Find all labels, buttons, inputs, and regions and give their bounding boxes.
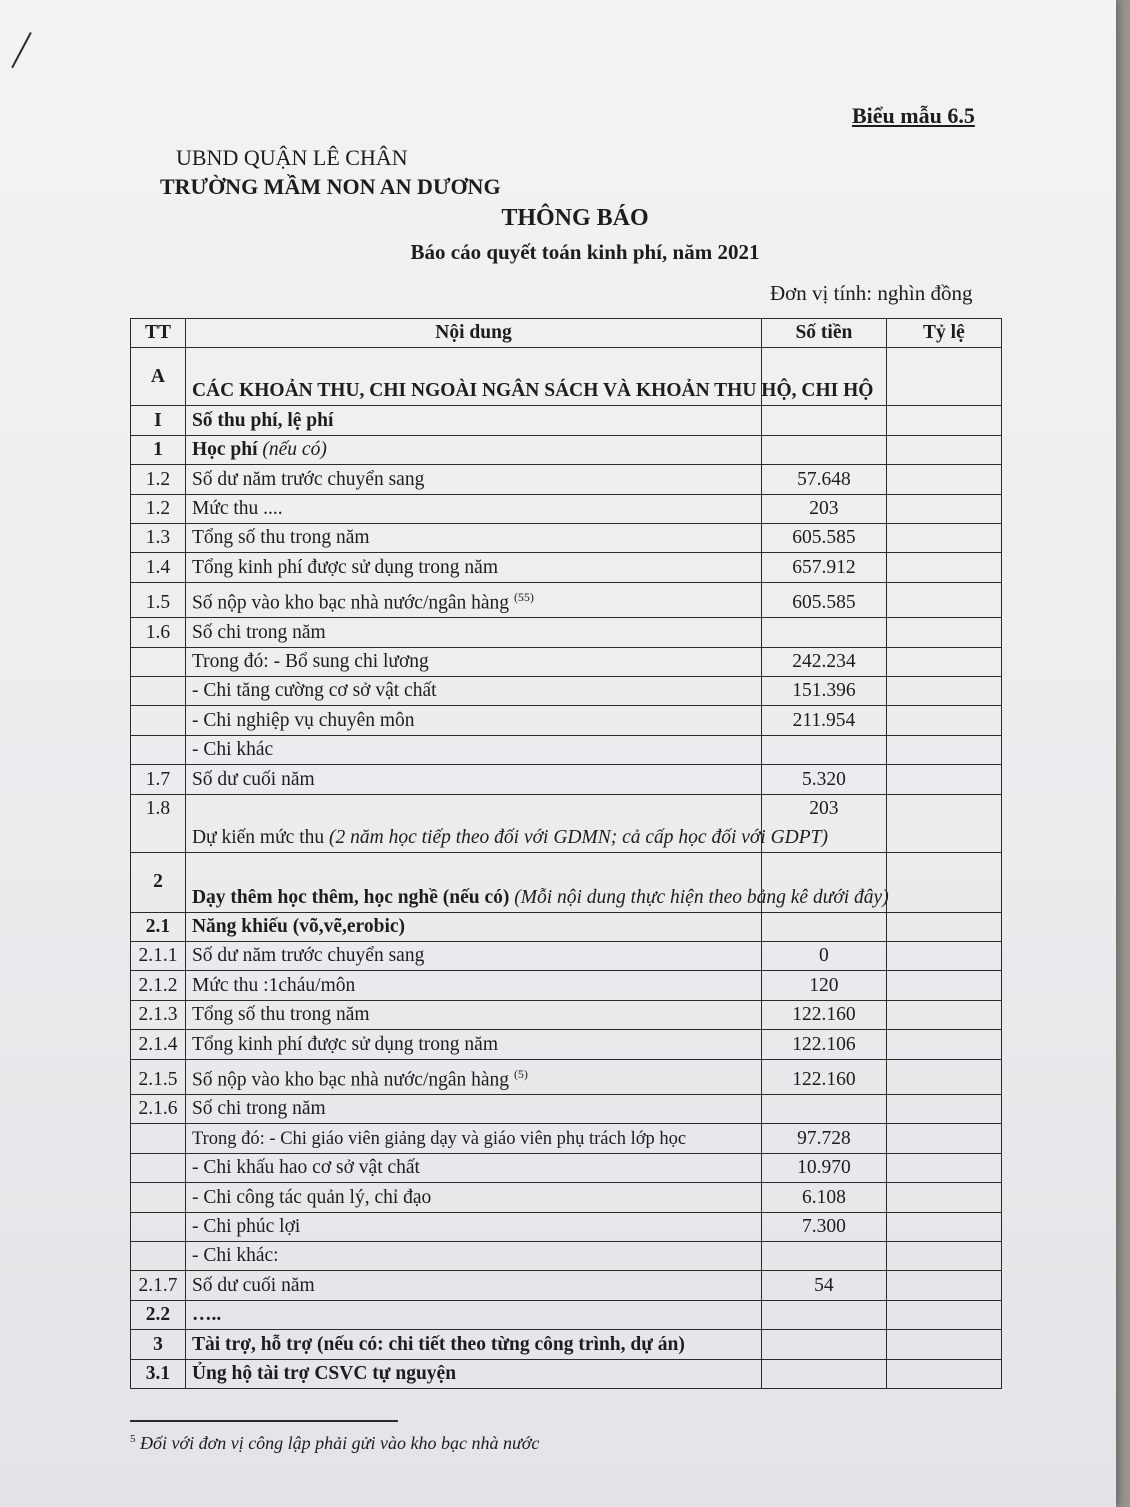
row-ratio [886,1030,1001,1059]
row-content: Số dư năm trước chuyển sang [185,465,761,494]
pen-mark [11,32,32,68]
row-content [185,852,889,912]
row-ratio [886,523,1001,552]
table-row [131,1153,1002,1182]
row-ratio [886,1359,1001,1388]
table-row [131,794,1002,852]
row-content: Số thu phí, lệ phí [185,406,761,435]
table-row [131,618,1002,647]
row-tt: 2.1.6 [131,1095,186,1124]
row-ratio [886,435,1001,464]
row-ratio [886,1271,1001,1300]
table-row [131,1359,1002,1388]
row-content-text: Dạy thêm học thêm, học nghề (nếu có) [191,886,510,908]
footnote-mark: 5 [130,1433,136,1445]
row-tt [131,1241,186,1270]
row-content: - Chi nghiệp vụ chuyên môn [185,706,761,735]
row-amount [762,1095,887,1124]
table-row [131,1183,1002,1212]
row-amount: 122.160 [762,1059,887,1095]
row-tt: 2.1.3 [131,1000,186,1029]
row-tt [131,735,186,764]
row-content: Số chi trong năm [185,1095,761,1124]
row-tt: 2.1 [131,912,186,941]
row-ratio [886,1000,1001,1029]
row-amount [762,1330,887,1359]
row-amount: 97.728 [762,1124,887,1153]
row-amount [762,1359,887,1388]
table-row [131,406,1002,435]
row-ratio [886,494,1001,523]
row-ratio [886,1059,1001,1095]
row-tt: 1.7 [131,765,186,794]
report-table [130,318,1002,1389]
row-content: Ủng hộ tài trợ CSVC tự nguyện [185,1359,761,1388]
row-tt: 2.1.2 [131,971,186,1000]
row-ratio [886,912,1001,941]
header-ratio: Tỷ lệ [886,319,1001,348]
table-header-row [131,319,1002,348]
table-row [131,1241,1002,1270]
row-content-text: Dự kiến mức thu [191,826,325,848]
table-row [131,1030,1002,1059]
row-amount: 0 [762,941,887,970]
row-ratio [886,677,1001,706]
table-row [131,523,1002,552]
table-row [131,941,1002,970]
row-content: Mức thu .... [185,494,761,523]
row-tt: 2.1.1 [131,941,186,970]
row-content: - Chi tăng cường cơ sở vật chất [185,677,761,706]
table-row [131,735,1002,764]
row-ratio [886,794,1001,852]
row-tt: 1.2 [131,465,186,494]
row-content: Tổng số thu trong năm [185,1000,761,1029]
row-content: - Chi khấu hao cơ sở vật chất [185,1153,761,1182]
row-ratio [886,1300,1001,1329]
row-tt [131,677,186,706]
row-content [185,582,761,618]
table-row [131,647,1002,676]
row-amount: 657.912 [762,553,887,582]
document-subtitle: Báo cáo quyết toán kinh phí, năm 2021 [410,240,760,264]
row-tt: 1.2 [131,494,186,523]
table-row [131,435,1002,464]
row-content: Số dư cuối năm [185,765,761,794]
table-row [131,1095,1002,1124]
row-ratio [886,1212,1001,1241]
footnote-divider [130,1420,398,1422]
row-content: Tổng kinh phí được sử dụng trong năm [185,553,761,582]
table-row [131,1124,1002,1153]
table-row [131,706,1002,735]
table-row [131,553,1002,582]
form-label: Biểu mẫu 6.5 [852,103,975,128]
row-amount: 5.320 [762,765,887,794]
row-ratio [886,618,1001,647]
footnote [130,1433,539,1454]
row-ratio [886,1153,1001,1182]
row-content: CÁC KHOẢN THU, CHI NGOÀI NGÂN SÁCH VÀ KHOẢN THU HỘ, CHI HỘ [185,348,761,406]
row-amount [762,735,887,764]
row-note: (Mỗi nội dung thực hiện theo bảng kê dưới đây) [514,886,889,908]
row-amount [762,435,887,464]
row-amount [762,618,887,647]
row-content [185,1059,761,1095]
footnote-ref: (5) [513,1066,528,1081]
row-content-text: Số nộp vào kho bạc nhà nước/ngân hàng [191,1069,510,1091]
row-ratio [886,1183,1001,1212]
row-tt [131,1183,186,1212]
row-content: Số dư năm trước chuyển sang [185,941,761,970]
document-title: THÔNG BÁO [501,205,649,231]
row-amount: 7.300 [762,1212,887,1241]
row-tt: 2.2 [131,1300,186,1329]
row-amount: 203 [762,794,887,852]
row-ratio [886,1330,1001,1359]
row-content-text: Số nộp vào kho bạc nhà nước/ngân hàng [191,592,510,614]
row-amount: 120 [762,971,887,1000]
table-row [131,1330,1002,1359]
row-note: (nếu có) [262,439,327,461]
row-amount: 6.108 [762,1183,887,1212]
row-content: Năng khiếu (võ,vẽ,erobic) [185,912,761,941]
row-amount: 242.234 [762,647,887,676]
footnote-text: Đối với đơn vị công lập phải gửi vào kho bạc nhà nước [140,1433,540,1453]
row-ratio [886,1124,1001,1153]
row-tt: I [131,406,186,435]
agency-name: UBND QUẬN LÊ CHÂN [176,145,408,170]
row-amount: 54 [762,1271,887,1300]
row-ratio [886,706,1001,735]
row-tt [131,1153,186,1182]
row-amount: 211.954 [762,706,887,735]
row-ratio [886,1241,1001,1270]
row-ratio [886,941,1001,970]
row-amount [762,1300,887,1329]
row-tt: A [131,348,186,406]
table-row [131,494,1002,523]
row-tt: 2.1.7 [131,1271,186,1300]
row-tt: 2.1.4 [131,1030,186,1059]
table-row [131,765,1002,794]
table-row [131,1212,1002,1241]
header-tt: TT [131,319,186,348]
row-content: Trong đó: - Chi giáo viên giảng dạy và giáo viên phụ trách lớp học [185,1124,761,1153]
row-amount: 605.585 [762,523,887,552]
row-ratio [886,348,1001,406]
table-row [131,1271,1002,1300]
row-content: Tổng kinh phí được sử dụng trong năm [185,1030,761,1059]
table-row [131,971,1002,1000]
row-amount [762,912,887,941]
row-ratio [886,406,1001,435]
row-tt [131,706,186,735]
row-content: Số dư cuối năm [185,1271,761,1300]
row-amount [762,406,887,435]
row-note: (2 năm học tiếp theo đối với GDMN; cả cấp học đối với GDPT) [329,826,829,848]
row-tt [131,1124,186,1153]
row-tt: 1.8 [131,794,186,852]
row-ratio [886,852,1001,912]
table-row [131,912,1002,941]
footnote-ref: (55) [513,589,534,604]
row-amount: 151.396 [762,677,887,706]
header-content: Nội dung [185,319,761,348]
row-tt: 2.1.5 [131,1059,186,1095]
table-row [131,348,1002,406]
row-content: Trong đó: - Bổ sung chi lương [185,647,761,676]
row-ratio [886,765,1001,794]
table-row [131,677,1002,706]
row-ratio [886,553,1001,582]
row-ratio [886,735,1001,764]
row-amount: 203 [762,494,887,523]
row-content [185,435,761,464]
row-ratio [886,1095,1001,1124]
row-ratio [886,465,1001,494]
row-content: - Chi công tác quản lý, chỉ đạo [185,1183,761,1212]
row-tt: 1.6 [131,618,186,647]
row-amount: 122.106 [762,1030,887,1059]
row-ratio [886,647,1001,676]
row-tt: 1.3 [131,523,186,552]
row-amount: 10.970 [762,1153,887,1182]
header-amount: Số tiền [762,319,887,348]
row-tt: 2 [131,852,186,912]
row-tt: 1.5 [131,582,186,618]
row-tt: 3 [131,1330,186,1359]
row-content: Tổng số thu trong năm [185,523,761,552]
row-amount [762,1241,887,1270]
table-row [131,465,1002,494]
row-content: - Chi phúc lợi [185,1212,761,1241]
table-row [131,852,1002,912]
table-row [131,1059,1002,1095]
table-row [131,1300,1002,1329]
row-ratio [886,971,1001,1000]
row-content-text: Học phí [191,439,258,461]
row-tt [131,647,186,676]
row-amount: 57.648 [762,465,887,494]
row-tt [131,1212,186,1241]
row-amount: 122.160 [762,1000,887,1029]
row-content: Mức thu :1cháu/môn [185,971,761,1000]
unit-label: Đơn vị tính: nghìn đồng [770,281,973,305]
row-content: ….. [185,1300,761,1329]
row-tt: 3.1 [131,1359,186,1388]
row-content: Tài trợ, hỗ trợ (nếu có: chi tiết theo từng công trình, dự án) [185,1330,761,1359]
school-name: TRƯỜNG MẦM NON AN DƯƠNG [160,174,501,199]
row-content: - Chi khác [185,735,761,764]
row-content: - Chi khác: [185,1241,761,1270]
table-row [131,582,1002,618]
row-amount: 605.585 [762,582,887,618]
row-ratio [886,582,1001,618]
row-content: Số chi trong năm [185,618,761,647]
table-row [131,1000,1002,1029]
row-tt: 1 [131,435,186,464]
row-tt: 1.4 [131,553,186,582]
